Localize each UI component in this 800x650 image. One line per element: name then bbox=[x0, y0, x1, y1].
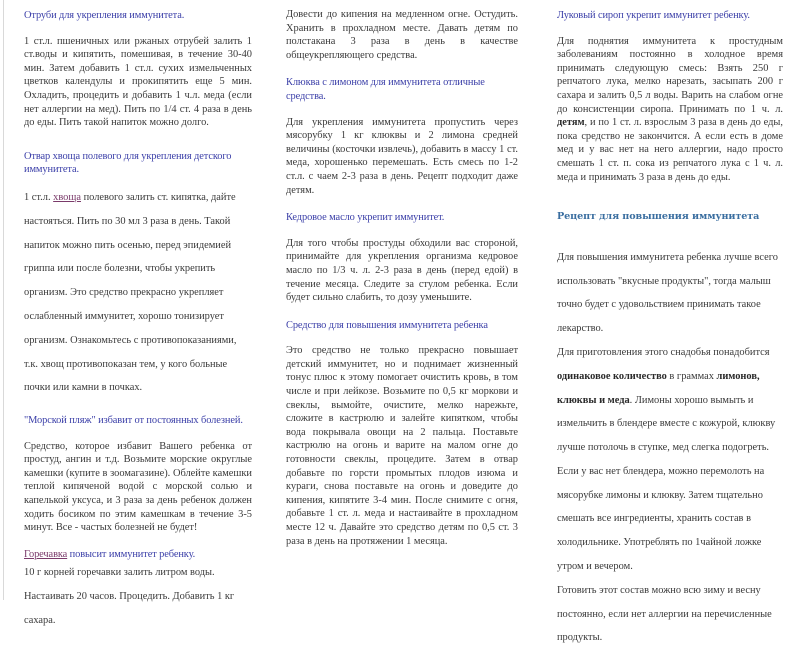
column-1 bbox=[24, 0, 252, 633]
section-heading-bran: Отруби для укрепления иммунитета. bbox=[24, 10, 185, 21]
body-text: полевого залить ст. кипятка, дайте настояться. Пить по 30 мл 3 раза в день. Такой напиток можно пить осенью, перед эпидемией гриппа или после болезни, чтобы укрепить организм. Это средство прекрасно укрепляет ослабленный иммунитет, хорошо тонизирует организм. Ознакомьтесь с противопоказаниями, т.к. хвощ противопоказан тем, у кого больные почки или камни в почках. bbox=[24, 191, 237, 394]
body-text: Для поднятия иммунитета к простудным заболеваниям постоянно в холодное время принимать следующую смесь: Взять 250 г репчатого лука, мелко нарезать, засыпать 200 г сахара и залить 0,5 л воды. Варить на слабом огне до консистенции сиропа. Принимать по 1 ч. л. bbox=[557, 35, 783, 115]
section-heading-horsetail: Отвар хвоща полевого для укрепления детского иммунитета. bbox=[24, 150, 232, 176]
section-body-horsetail bbox=[24, 186, 252, 400]
section-body-cedar-oil: Для того чтобы простуды обходили вас стороной, принимайте для укрепления организма кедровое масло по 1/3 ч. л. 2-3 раза в день (перед едой) в течение месяца. Следите за стулом ребенка. Если будет сильно слабить, то дозу уменьшите. bbox=[286, 237, 518, 304]
section-body-immunity-remedy: Это средство не только прекрасно повышает детский иммунитет, но и поднимает жизненный тонус плюс к этому помогает очистить кровь, в том числе и при лейкозе. Возьмите по 0,5 кг моркови и свеклы, вымойте, очистите, мелко нарежьте, сложите в кастрюлю и залейте кипятком, чтобы вода покрывала овощи на 2 пальца. Поставьте кастрюлю на огонь и варите на малом огне до готовности свеклы, процедите. Затем в отвар добавьте по горсти промытых плодов изюма и кураги, снова поставьте на огонь и доведите до кипения, кипятите 3-4 мин. После снимите с огня, добавьте 1 ст. л. меда и настаивайте в прохладном месте 12 ч. Давайте это средство детям по 0,5 ст. 3 раза в день на протяжении 1 месяца. bbox=[286, 345, 518, 547]
column-3 bbox=[557, 0, 783, 650]
section-body-sea-beach: Средство, которое избавит Вашего ребенка от простуд, ангин и т.д. Возьмите морские округлые камешки (купите в зоомагазине). Облейте камешки теплой кипяченой водой с морской солью и капелькой уксуса, и 3 раза за день ребенок должен ходить босиком по этим камешкам в течение 3-5 минут. Все - частых болезней не будет! bbox=[24, 440, 252, 534]
column-2 bbox=[286, 0, 518, 548]
page-edge-divider bbox=[3, 0, 4, 600]
body-text: Для приготовления этого снадобья понадобится bbox=[557, 346, 770, 358]
horsetail-link[interactable]: хвоща bbox=[53, 191, 81, 203]
section-body-recipe-intro: Для повышения иммунитета ребенка лучше всего использовать "вкусные продукты", тогда малыш точно будет с удовольствием принимать такое лекарство. bbox=[557, 251, 778, 335]
body-bold-text: одинаковое количество bbox=[557, 370, 667, 382]
body-bold-text: детям bbox=[557, 117, 585, 129]
section-body-gentian: 10 г корней горечавки залить литром воды. Настаивать 20 часов. Процедить. Добавить 1 кг сахара. bbox=[24, 567, 235, 627]
section-heading-sea-beach: "Морской пляж" избавит от постоянных болезней. bbox=[24, 415, 243, 427]
section-heading-onion-syrup: Луковый сироп укрепит иммунитет ребенку. bbox=[557, 10, 750, 21]
section-body-cranberry-lemon: Для укрепления иммунитета пропустить через мясорубку 1 кг клюквы и 2 лимона средней величины (косточки извлечь), добавить в массу 1 ст. меда, хорошенько перемешать. Есть смесь по 1-2 ст.л. с чаем 2-3 раза в день. Рецепт подходит даже детям. bbox=[286, 116, 518, 196]
heading-text: повысит иммунитет ребенку. bbox=[67, 548, 196, 560]
section-body-onion-syrup bbox=[557, 35, 783, 185]
gentian-link[interactable]: Горечавка bbox=[24, 548, 68, 560]
body-text: , и по 1 ст. л. взрослым 3 раза в день до еды, пока средство не закончится. А если есть в доме мед и у вас нет на него аллергии, надо просто смешать 1 ст. п. сока из репчатого лука с 1 ч. л. меда и принимать 3 раза в день до еды. bbox=[557, 117, 783, 183]
body-text: 1 ст.л. bbox=[24, 191, 54, 203]
section-heading-cranberry-lemon: Клюква с лимоном для иммунитета отличные средства. bbox=[286, 77, 485, 102]
section-heading-gentian bbox=[24, 548, 252, 562]
body-text: в граммах bbox=[666, 370, 717, 382]
section-body-recipe-main bbox=[557, 341, 783, 579]
body-bold-text: лимонов, клюквы и меда bbox=[557, 370, 760, 406]
section-heading-cedar-oil: Кедровое масло укрепит иммунитет. bbox=[286, 212, 445, 224]
body-text: . Лимоны хорошо вымыть и измельчить в блендере вместе с кожурой, клюкву лучше потолочь в ступке, мед слегка подогреть. Если у вас нет блендера, можно перемолоть на мясорубке лимоны и клюкву. Затем тщательно смешать все ингредиенты, хранить состав в холодильнике. Употреблять по 1чайной ложке утром и вечером. bbox=[557, 394, 776, 573]
section-heading-immunity-remedy: Средство для повышения иммунитета ребенка bbox=[286, 319, 488, 331]
section-body-bran: 1 ст.л. пшеничных или ржаных отрубей залить 1 ст.воды и кипятить, помешивая, в течение 30-40 мин. Затем добавить 1 ст.л. сухих измельченных цветков календулы и прокипятить еще 5 мин. Охладить, процедить и добавить 1 ч.л. меда (если нет аллергии на мед). Пить по 1/4 ст. 4 раза в день до еды. Пить такой напиток можно долго. bbox=[24, 35, 252, 129]
section-body-recipe-outro: Готовить этот состав можно всю зиму и весну постоянно, если нет аллергии на перечисленные продукты. bbox=[557, 584, 772, 644]
section-body-continued: Довести до кипения на медленном огне. Остудить. Хранить в прохладном месте. Давать детям по полстакана 3 раза в день в качестве общеукрепляющего средства. bbox=[286, 9, 518, 61]
section-heading-recipe: Рецепт для повышения иммунитета bbox=[557, 211, 760, 223]
